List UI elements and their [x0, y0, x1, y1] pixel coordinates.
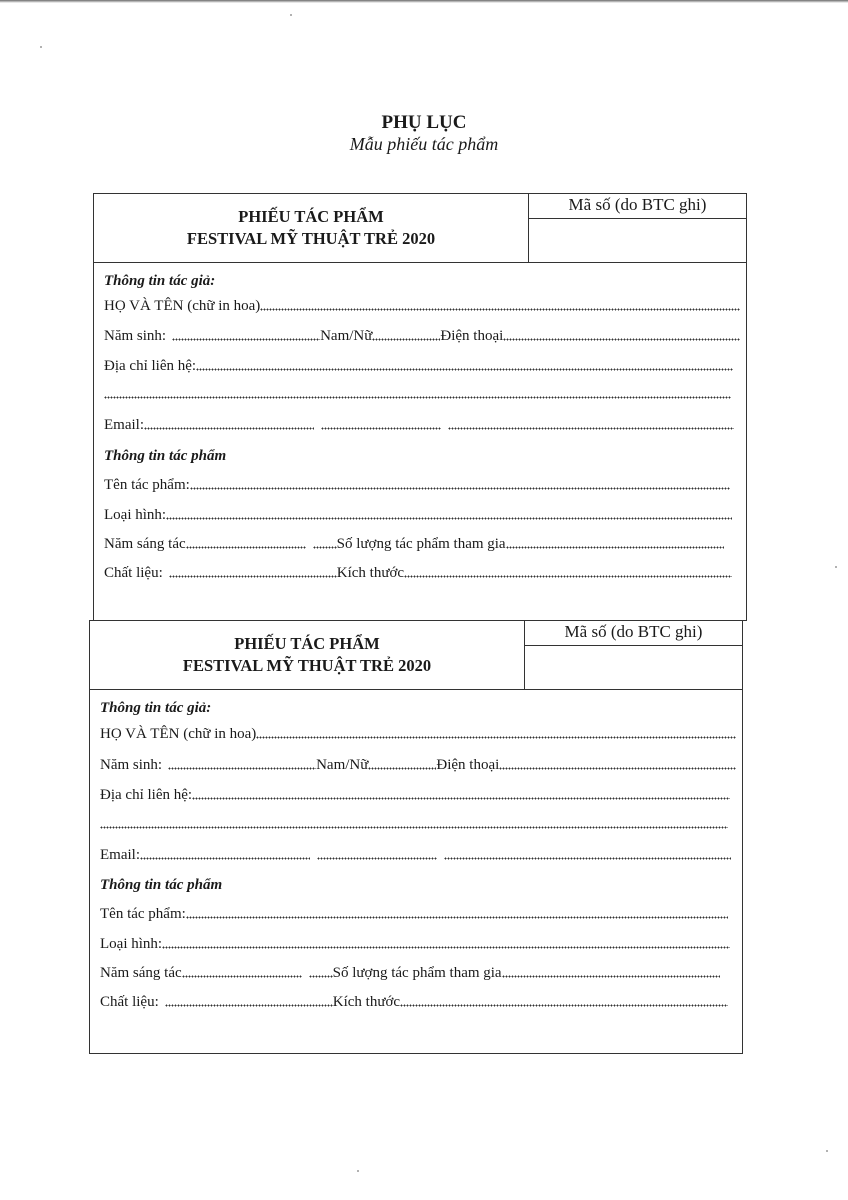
year-created-label: Năm sáng tác [104, 536, 186, 552]
artwork-name-label: Tên tác phẩm: [104, 477, 190, 493]
appendix-title: PHỤ LỤC [381, 112, 467, 133]
scan-speck [835, 566, 837, 568]
full-name-label: HỌ VÀ TÊN (chữ in hoa) [100, 726, 257, 742]
email-field[interactable] [104, 414, 734, 434]
artwork-name-label: Tên tác phẩm: [100, 906, 186, 922]
code-box-label: Mã số (do BTC ghi) [529, 194, 746, 219]
author-section-heading: Thông tin tác giả: [104, 273, 216, 289]
material-size-row [100, 991, 728, 1011]
scan-speck [40, 46, 42, 48]
quantity-label: Số lượng tác phẩm tham gia [336, 536, 506, 552]
quantity-label: Số lượng tác phẩm tham gia [332, 965, 502, 981]
type-line [162, 946, 730, 949]
gender-label: Nam/Nữ [316, 757, 369, 773]
author-section-heading: Thông tin tác giả: [100, 700, 212, 716]
year-created-label: Năm sáng tác [100, 965, 182, 981]
phone-label: Điện thoại [436, 757, 500, 773]
form-title-line-2: FESTIVAL MỸ THUẬT TRẺ 2020 [182, 656, 432, 675]
year-created-line[interactable] [182, 975, 302, 978]
scan-edge [0, 0, 848, 3]
artwork-section-heading: Thông tin tác phẩm [104, 448, 227, 464]
gender-line[interactable] [368, 767, 436, 770]
address-continued-dots [100, 826, 728, 829]
artwork-name-field[interactable] [104, 474, 730, 494]
year-created-line[interactable] [186, 546, 306, 549]
size-label: Kích thước [336, 565, 405, 581]
quantity-line[interactable] [506, 546, 724, 549]
type-line [166, 517, 732, 520]
type-field[interactable] [100, 933, 730, 953]
full-name-line [260, 308, 740, 311]
code-box [524, 621, 742, 689]
year-created-line-2 [313, 546, 337, 549]
full-name-line [256, 736, 736, 739]
scan-speck [357, 1170, 359, 1172]
email-line-1 [140, 857, 310, 860]
form-header [94, 194, 746, 263]
full-name-label: HỌ VÀ TÊN (chữ in hoa) [104, 298, 261, 314]
material-label: Chất liệu: [100, 994, 159, 1010]
form-title-line-2: FESTIVAL MỸ THUẬT TRẺ 2020 [186, 229, 436, 248]
artwork-section-heading: Thông tin tác phẩm [100, 877, 223, 893]
quantity-line[interactable] [502, 975, 720, 978]
address-field[interactable] [104, 355, 733, 375]
full-name-field[interactable] [100, 723, 736, 743]
address-continued-line[interactable] [100, 813, 728, 833]
email-line-3 [448, 427, 734, 430]
gender-label: Nam/Nữ [320, 328, 373, 344]
birth-year-line[interactable] [168, 767, 316, 770]
scan-speck [290, 14, 292, 16]
material-line[interactable] [165, 1004, 333, 1007]
size-line[interactable] [400, 1004, 728, 1007]
code-box [528, 194, 746, 262]
email-label: Email: [100, 847, 140, 863]
year-quantity-row [100, 962, 720, 982]
email-line-1 [144, 427, 314, 430]
full-name-field[interactable] [104, 295, 740, 315]
address-field[interactable] [100, 784, 730, 804]
material-size-row [104, 562, 732, 582]
artwork-name-field[interactable] [100, 903, 728, 923]
artwork-form-1 [93, 193, 747, 621]
size-line[interactable] [404, 575, 732, 578]
artwork-name-line [190, 487, 730, 490]
form-title [94, 206, 528, 250]
email-line-2 [321, 427, 441, 430]
address-line [192, 797, 730, 800]
address-continued-line[interactable] [104, 383, 731, 403]
birth-year-label: Năm sinh: [100, 757, 163, 773]
birth-gender-phone-row [100, 754, 736, 774]
birth-year-line[interactable] [172, 338, 320, 341]
address-label: Địa chỉ liên hệ: [104, 358, 197, 374]
year-created-line-2 [309, 975, 333, 978]
email-field[interactable] [100, 844, 731, 864]
phone-label: Điện thoại [440, 328, 504, 344]
code-box-label: Mã số (do BTC ghi) [525, 621, 742, 646]
form-title [90, 633, 524, 677]
code-box-field[interactable] [529, 219, 746, 261]
birth-year-label: Năm sinh: [104, 328, 167, 344]
phone-line[interactable] [499, 767, 736, 770]
form-title-line-1: PHIẾU TÁC PHẨM [234, 634, 380, 653]
type-label: Loại hình: [104, 507, 167, 523]
type-field[interactable] [104, 504, 732, 524]
appendix-subtitle: Mẫu phiếu tác phẩm [349, 134, 499, 154]
email-line-3 [444, 857, 731, 860]
code-box-field[interactable] [525, 646, 742, 688]
scan-speck [826, 1150, 828, 1152]
email-line-2 [317, 857, 437, 860]
address-continued-dots [104, 396, 731, 399]
material-label: Chất liệu: [104, 565, 163, 581]
phone-line[interactable] [503, 338, 740, 341]
type-label: Loại hình: [100, 936, 163, 952]
artwork-name-line [186, 916, 728, 919]
email-label: Email: [104, 417, 144, 433]
gender-line[interactable] [372, 338, 440, 341]
artwork-form-2 [89, 620, 743, 1054]
form-title-line-1: PHIẾU TÁC PHẨM [238, 207, 384, 226]
size-label: Kích thước [332, 994, 401, 1010]
year-quantity-row [104, 533, 724, 553]
address-line [196, 368, 733, 371]
birth-gender-phone-row [104, 325, 740, 345]
material-line[interactable] [169, 575, 337, 578]
form-header [90, 621, 742, 690]
address-label: Địa chỉ liên hệ: [100, 787, 193, 803]
